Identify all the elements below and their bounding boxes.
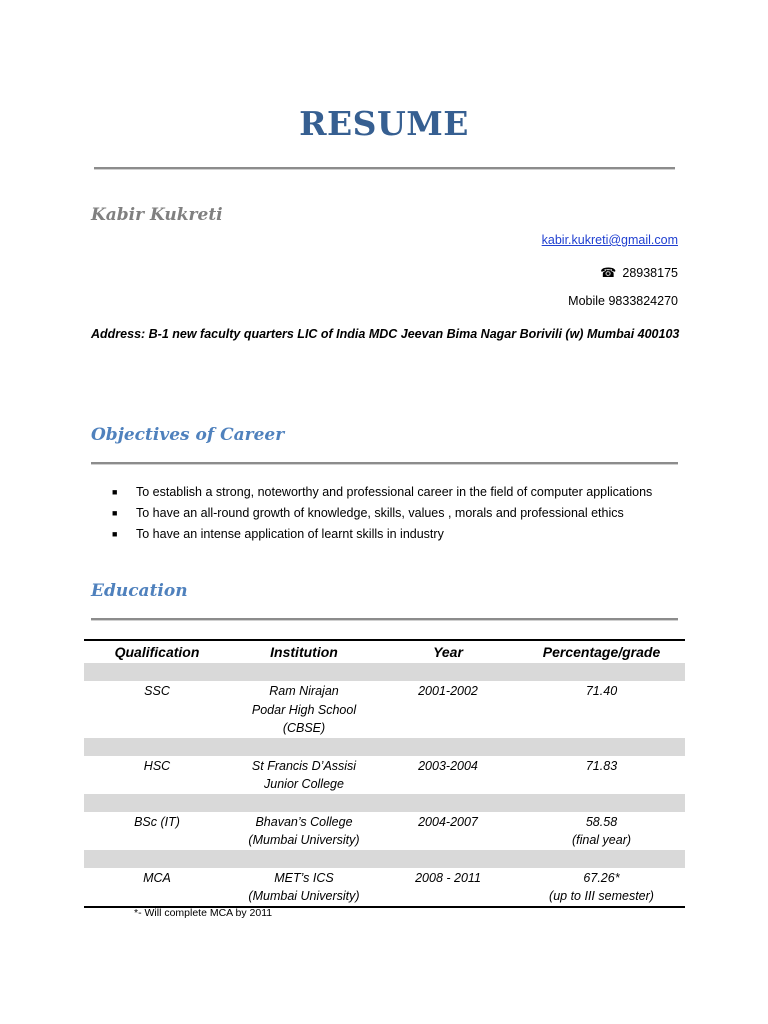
phone-line: [600, 265, 678, 281]
table-row: [84, 681, 685, 738]
qualification-cell: SSC: [144, 684, 170, 698]
institution-cell: [230, 868, 378, 907]
objective-text: To establish a strong, noteworthy and professional career in the field of computer applications: [136, 485, 653, 499]
grade-line: 67.26*: [583, 870, 620, 885]
bullet-icon: ■: [112, 529, 118, 539]
footnote: *- Will complete MCA by 2011: [134, 907, 273, 919]
table-band: [84, 850, 685, 868]
objectives-divider: [91, 462, 678, 465]
grade-line: 58.58: [585, 814, 618, 829]
year-cell: 2003-2004: [418, 758, 478, 773]
grade-cell: [518, 868, 685, 907]
institution-line: (Mumbai University): [248, 889, 360, 903]
page-title: RESUME: [299, 104, 469, 143]
candidate-name: Kabir Kukreti: [91, 205, 223, 225]
list-item: [112, 524, 692, 545]
institution-line: Podar High School: [251, 702, 357, 717]
grade-line: 71.40: [585, 684, 618, 698]
address: Address: B-1 new faculty quarters LIC of India MDC Jeevan Bima Nagar Borivili (w) Mumbai 400103: [91, 327, 680, 341]
telephone-icon: ☎: [600, 265, 617, 280]
list-item: [112, 482, 692, 503]
qualification-cell: HSC: [143, 758, 171, 773]
education-divider: [91, 618, 678, 621]
education-heading: Education: [91, 581, 188, 601]
phone-number: 28938175: [622, 266, 678, 280]
grade-line: 71.83: [585, 758, 618, 773]
table-band: [84, 794, 685, 812]
year-cell: 2001-2002: [418, 684, 478, 698]
grade-cell: [518, 681, 685, 738]
qualification-cell: BSc (IT): [134, 814, 180, 829]
institution-cell: [230, 756, 378, 794]
grade-line: (final year): [571, 833, 632, 847]
bullet-icon: ■: [112, 487, 118, 497]
list-item: [112, 503, 692, 524]
grade-line: (up to III semester): [549, 889, 654, 903]
institution-cell: [230, 812, 378, 850]
email-line: [542, 233, 678, 247]
objectives-list: [112, 482, 692, 545]
qualification-cell: MCA: [143, 870, 171, 885]
institution-line: Ram Nirajan: [269, 684, 339, 698]
institution-cell: [230, 681, 378, 738]
table-row: [84, 812, 685, 850]
education-table: [84, 639, 685, 908]
mobile-line: Mobile 9833824270: [568, 294, 678, 308]
institution-line: (Mumbai University): [248, 833, 360, 847]
year-cell: 2004-2007: [418, 814, 478, 829]
institution-line: (CBSE): [282, 721, 326, 735]
grade-cell: [518, 756, 685, 794]
institution-line: MET’s ICS: [274, 870, 334, 885]
objectives-heading: Objectives of Career: [91, 425, 285, 445]
institution-line: Junior College: [264, 777, 344, 791]
column-header-grade: Percentage/grade: [542, 644, 661, 660]
objective-text: To have an intense application of learnt skills in industry: [136, 527, 444, 541]
column-header-year: Year: [433, 644, 463, 660]
table-header-row: [84, 640, 685, 663]
bullet-icon: ■: [112, 508, 118, 518]
institution-line: St Francis D’Assisi: [251, 758, 357, 773]
objective-text: To have an all-round growth of knowledge, skills, values , morals and professional ethics: [136, 506, 624, 520]
column-header-qualification: Qualification: [114, 644, 200, 660]
title-divider: [94, 167, 675, 170]
table-band: [84, 663, 685, 681]
institution-line: Bhavan’s College: [255, 814, 353, 829]
table-row: [84, 756, 685, 794]
table-row: [84, 868, 685, 907]
column-header-institution: Institution: [270, 644, 338, 660]
year-cell: 2008 - 2011: [415, 870, 481, 885]
grade-cell: [518, 812, 685, 850]
table-band: [84, 738, 685, 756]
email-link[interactable]: kabir.kukreti@gmail.com: [541, 233, 678, 247]
